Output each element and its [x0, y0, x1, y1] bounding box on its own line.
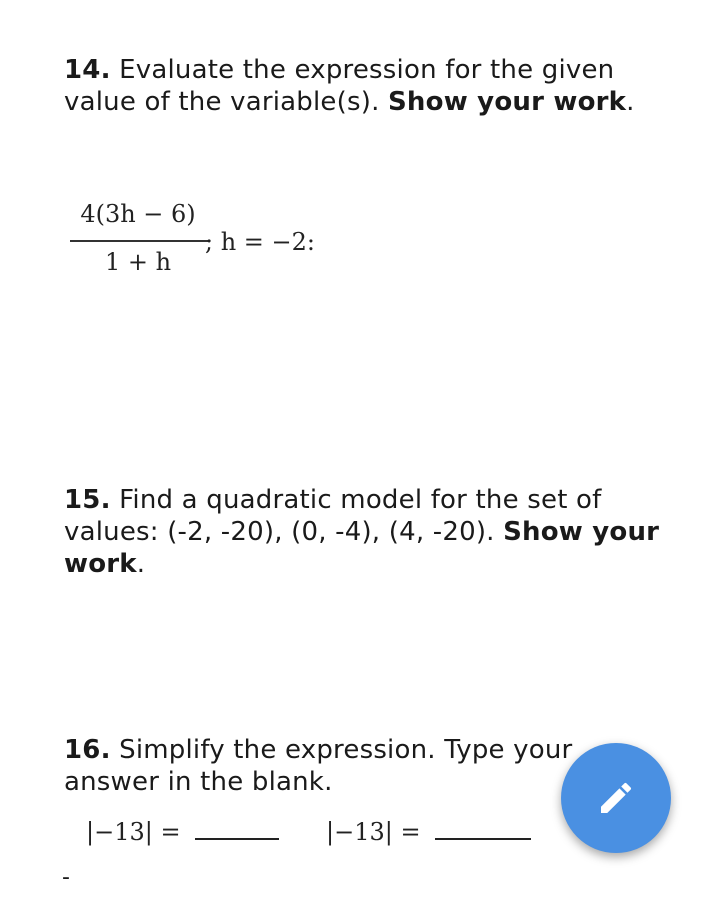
variable-condition: ; h = −2: — [205, 228, 316, 256]
expression-2 — [326, 818, 531, 846]
question-number: 14. — [64, 55, 111, 85]
question-14 — [64, 54, 664, 118]
answer-blank-1[interactable] — [195, 818, 279, 840]
question-text: Find a quadratic model for the set of values: (-2, -20), (0, -4), (4, -20). — [64, 485, 602, 547]
question-15 — [64, 484, 664, 580]
question-number: 16. — [64, 735, 111, 765]
fraction-numerator: 4(3h − 6) — [80, 200, 196, 228]
question-end: . — [626, 87, 635, 117]
question-text: Simplify the expression. Type your answer in the blank. — [64, 735, 573, 797]
fraction-bar — [70, 240, 210, 242]
edit-fab-button[interactable] — [561, 743, 671, 853]
question-emphasis: Show your work — [64, 517, 660, 579]
question-number: 15. — [64, 485, 111, 515]
question-end: . — [136, 549, 146, 579]
question-text: Evaluate the expression for the given value of the variable(s). — [64, 55, 615, 117]
fraction-denominator: 1 + h — [104, 248, 172, 276]
expression-label: |−13| = — [326, 818, 421, 846]
expression-1 — [86, 818, 279, 846]
question-emphasis: Show your work — [388, 87, 627, 117]
answer-blank-2[interactable] — [435, 818, 531, 840]
fraction-expression — [68, 200, 213, 290]
question-16 — [64, 734, 584, 798]
expression-label: |−13| = — [86, 818, 181, 846]
pencil-icon — [596, 778, 636, 818]
stray-mark: - — [62, 865, 70, 890]
